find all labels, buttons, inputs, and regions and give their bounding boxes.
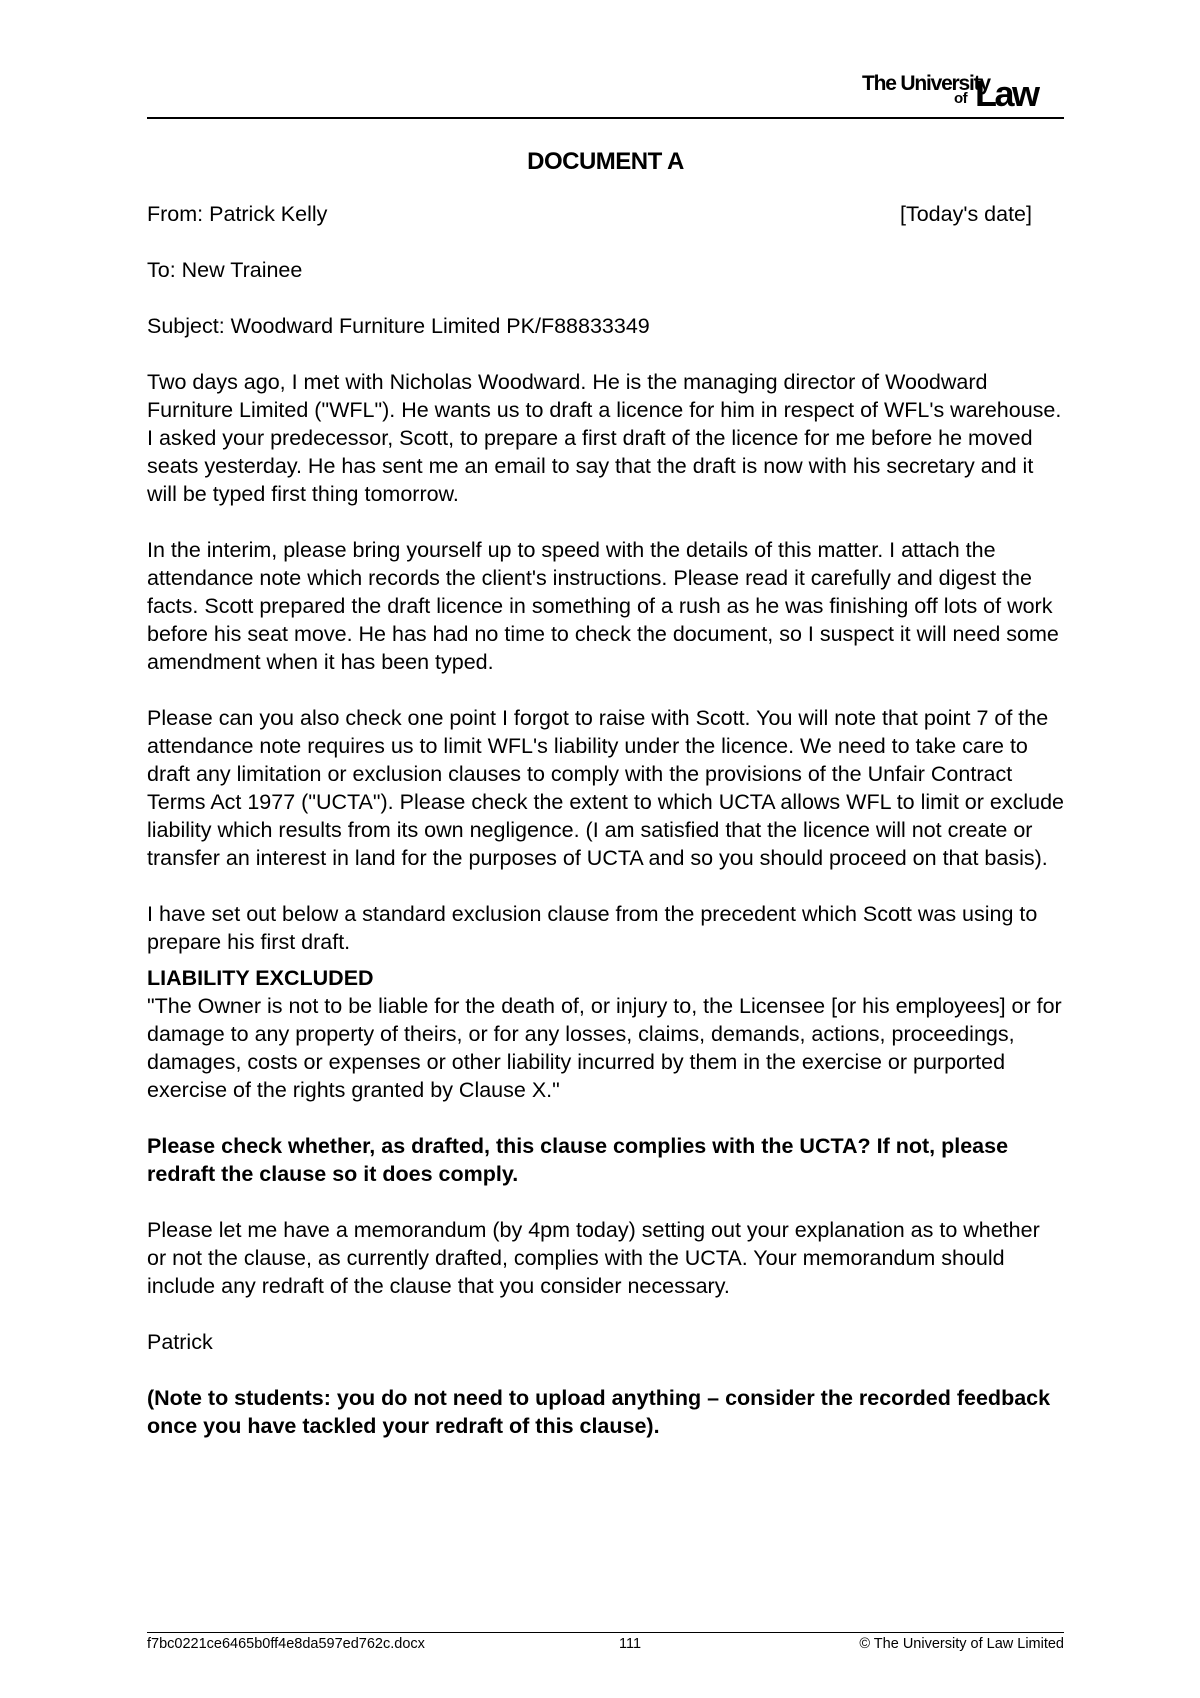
memo-request: Please let me have a memorandum (by 4pm today) setting out your explanation as to whether or not the clause, as currently drafted, complies with the UCTA. Your memorandum should include any redraft of the clause that you consider necessary. xyxy=(147,1218,1040,1298)
to-line: To: New Trainee xyxy=(147,258,303,282)
footer-divider xyxy=(147,1632,1064,1633)
clause-text: "The Owner is not to be liable for the death of, or injury to, the Licensee [or his employees] or for damage to any property of theirs, or for any losses, claims, demands, actions, proceedings, damages, costs or expenses or other liability incurred by them in the exercise or purported exercise of the rights granted by Clause X." xyxy=(147,994,1062,1102)
paragraph: Please can you also check one point I forgot to raise with Scott. You will note that point 7 of the attendance note requires us to limit WFL's liability under the licence. We need to take care to draft any limitation or exclusion clauses to comply with the provisions of the Unfair Contract Terms Act 1977 ("UCTA"). Please check the extent to which UCTA allows WFL to limit or exclude liability which results from its own negligence. (I am satisfied that the licence will not create or transfer an interest in land for the purposes of UCTA and so you should proceed on that basis). xyxy=(147,706,1064,870)
subject-line: Subject: Woodward Furniture Limited PK/F88833349 xyxy=(147,314,650,338)
instruction: Please check whether, as drafted, this clause complies with the UCTA? If not, please redraft the clause so it does comply. xyxy=(147,1134,1009,1186)
university-logo xyxy=(854,70,1064,112)
document-title: DOCUMENT A xyxy=(527,148,684,175)
footer-page-number: 111 xyxy=(619,1636,642,1652)
footer xyxy=(147,1636,1064,1652)
logo-line-3: Law xyxy=(975,73,1038,114)
clause-heading: LIABILITY EXCLUDED xyxy=(147,966,374,990)
footer-filename: f7bc0221ce6465b0ff4e8da597ed762c.docx xyxy=(147,1636,425,1652)
logo-line-1: The University xyxy=(862,72,990,95)
student-note: (Note to students: you do not need to upload anything – consider the recorded feedback once you have tackled your redraft of this clause). xyxy=(147,1386,1051,1438)
paragraph: In the interim, please bring yourself up to speed with the details of this matter. I attach the attendance note which records the client's instructions. Please read it carefully and digest the facts. Scott prepared the draft licence in something of a rush as he was finishing off lots of work before his seat move. He has had no time to check the document, so I suspect it will need some amendment when it has been typed. xyxy=(147,538,1059,674)
signoff: Patrick xyxy=(147,1330,213,1354)
logo-line-2: of xyxy=(954,90,968,107)
header-divider xyxy=(147,117,1064,119)
document-body xyxy=(147,148,1064,1468)
from-line: From: Patrick Kelly xyxy=(147,202,328,226)
from-row xyxy=(147,200,1064,228)
footer-copyright: © The University of Law Limited xyxy=(859,1636,1064,1652)
date-placeholder: [Today's date] xyxy=(900,202,1032,226)
paragraph: I have set out below a standard exclusion clause from the precedent which Scott was using to prepare his first draft. xyxy=(147,902,1038,954)
paragraph: Two days ago, I met with Nicholas Woodward. He is the managing director of Woodward Furniture Limited ("WFL"). He wants us to draft a licence for him in respect of WFL's warehouse. I asked your predecessor, Scott, to prepare a first draft of the licence for me before he moved seats yesterday. He has sent me an email to say that the draft is now with his secretary and it will be typed first thing tomorrow. xyxy=(147,370,1062,506)
